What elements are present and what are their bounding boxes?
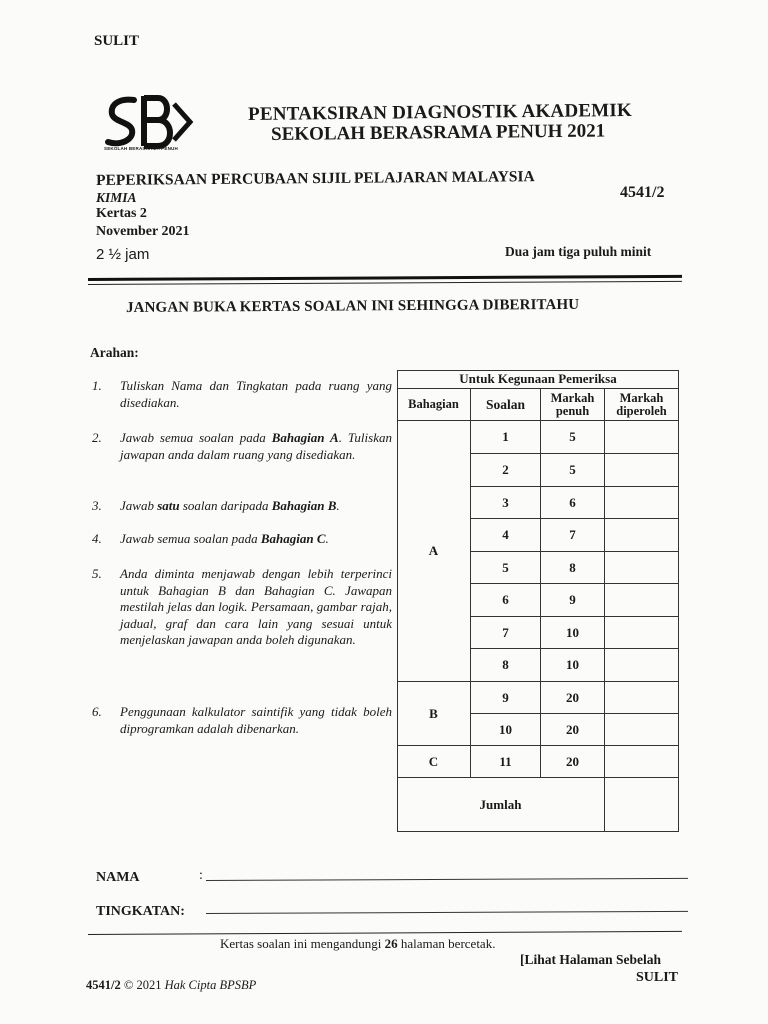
classification-top: SULIT [94,33,140,49]
question-number: 11 [499,753,512,769]
instruction-text: Anda diminta menjawab dengan lebih terperinci untuk Bahagian B dan Bahagian C. Jawapan mestilah jelas dan logik. Persamaan, gambar rajah, jadual, graf dan cara lain yang sesuai untuk menjelaskan jawapan anda boleh digunakan. [120,566,392,647]
instruction-text: Penggunaan kalkulator saintifik yang tidak boleh diprogramkan adalah dibenarkan. [120,704,392,736]
question-number: 6 [502,592,509,607]
question-number: 9 [502,689,509,705]
full-marks: 20 [566,689,579,705]
marks-obtained-cell[interactable] [605,552,678,583]
instruction-text: Jawab satu soalan daripada Bahagian B. [120,498,340,513]
marks-obtained-cell[interactable] [605,682,678,713]
copyright: 4541/2 © 2021 Hak Cipta BPSBP [86,978,257,992]
question-number: 2 [502,462,509,477]
question-number: 7 [502,624,509,640]
question-number: 8 [502,657,509,672]
full-marks: 6 [569,494,576,510]
marks-obtained-cell[interactable] [605,746,678,777]
sbp-logo-icon [104,92,200,154]
footer-rule [88,931,682,935]
exam-name: PEPERIKSAAN PERCUBAAN SIJIL PELAJARAN MALAYSIA [96,168,535,189]
header-bahagian: Bahagian [408,397,459,411]
title-line-2: SEKOLAH BERASRAMA PENUH 2021 [271,120,606,145]
marks-obtained-cell[interactable] [605,617,678,648]
full-marks: 8 [569,559,576,575]
instruction-item [92,531,392,548]
instruction-item [92,498,392,515]
section-label-c: C [428,753,439,769]
logo-caption: SEKOLAH BERASRAMA PENUH [104,146,178,151]
class-field[interactable] [206,911,688,914]
header-rule-thin [88,281,682,285]
full-marks: 20 [566,721,579,737]
instruction-text: Jawab semua soalan pada Bahagian C. [120,531,329,546]
instruction-item [92,566,392,649]
marks-obtained-cell[interactable] [605,584,678,616]
full-marks: 20 [566,753,579,769]
question-number: 3 [502,494,509,510]
question-number: 10 [499,721,512,737]
section-label-a: A [428,543,439,558]
instruction-text: Jawab semua soalan pada Bahagian A. Tuliskan jawapan anda dalam ruang yang disediakan. [120,430,392,462]
total-label: Jumlah [479,796,522,812]
exam-date: November 2021 [96,224,190,239]
total-value-cell[interactable] [605,778,678,831]
question-number: 5 [502,559,509,575]
full-marks: 10 [566,624,579,640]
marks-obtained-cell[interactable] [605,519,678,551]
name-field[interactable] [206,878,688,881]
duration: 2 ½ jam [96,246,150,263]
marks-obtained-cell[interactable] [605,487,678,518]
full-marks: 5 [569,429,576,444]
instruction-number: 4. [92,531,102,546]
instruction-item [92,378,392,411]
marks-obtained-cell[interactable] [605,454,678,486]
full-marks: 5 [569,462,576,477]
page-count-note: Kertas soalan ini mengandungi 26 halaman bercetak. [220,936,496,951]
full-marks: 9 [569,592,576,607]
name-label: NAMA [96,870,140,885]
title-line-1: PENTAKSIRAN DIAGNOSTIK AKADEMIK [248,99,632,125]
paper-number: Kertas 2 [96,206,147,221]
paper-code: 4541/2 [620,184,665,201]
marks-obtained-cell[interactable] [605,649,678,681]
header-soalan: Soalan [485,397,526,412]
header-markah-penuh: Markah penuh [550,390,595,418]
full-marks: 7 [569,527,576,542]
duration-words: Dua jam tiga puluh minit [505,244,652,259]
class-label: TINGKATAN: [96,904,185,919]
header-markah-diperoleh: Markah diperoleh [616,390,667,418]
question-number: 1 [502,429,509,444]
full-marks: 10 [566,657,579,672]
next-page-note: [Lihat Halaman Sebelah [520,952,662,967]
question-number: 4 [502,527,509,542]
marks-obtained-cell[interactable] [605,421,678,453]
instruction-item [92,704,392,737]
instruction-number: 1. [92,378,102,393]
instruction-number: 5. [92,566,102,581]
name-colon: : [199,868,203,883]
table-title: Untuk Kegunaan Pemeriksa [459,371,617,386]
section-label-b: B [429,705,438,721]
header-rule-thick [88,275,682,281]
instruction-number: 3. [92,498,102,513]
warning-notice: JANGAN BUKA KERTAS SOALAN INI SEHINGGA DIBERITAHU [126,296,580,316]
marks-obtained-cell[interactable] [605,714,678,745]
subject: KIMIA [96,190,137,205]
instruction-number: 2. [92,430,102,445]
instruction-text: Tuliskan Nama dan Tingkatan pada ruang yang disediakan. [120,378,392,410]
instruction-number: 6. [92,704,102,719]
classification-bottom: SULIT [636,970,679,985]
instruction-item [92,430,392,463]
instructions-heading: Arahan: [90,345,139,360]
examiner-table [397,370,679,832]
